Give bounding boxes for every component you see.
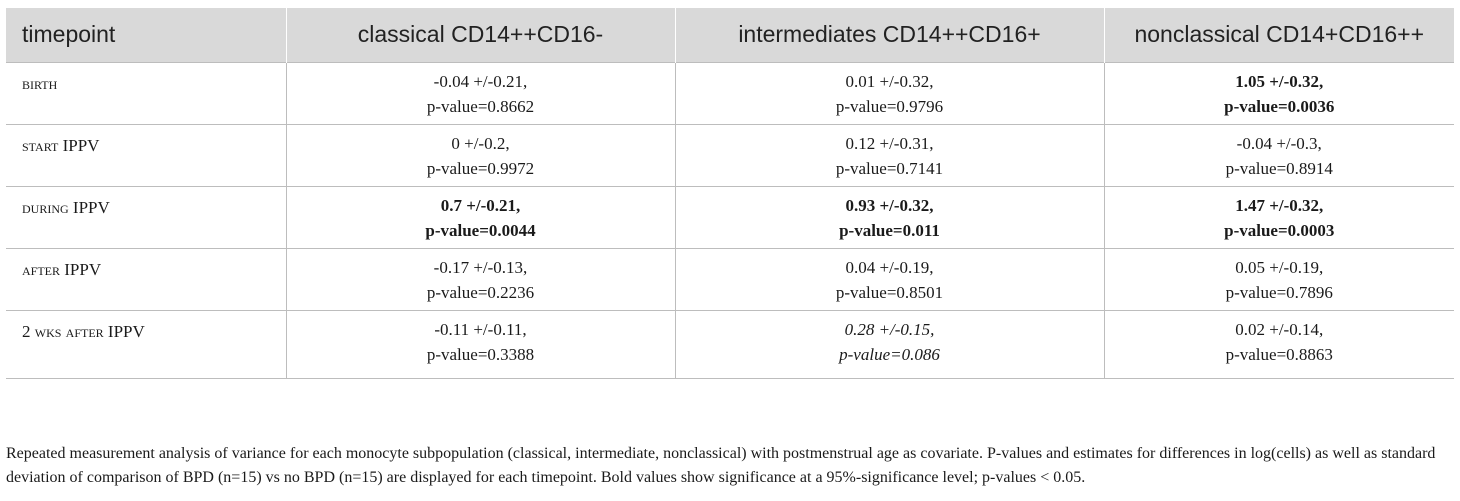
value-cell	[1104, 310, 1454, 378]
p-value-text: p-value=0.9972	[426, 158, 535, 178]
timepoint-label: birth	[22, 73, 58, 93]
timepoint-cell	[6, 62, 286, 124]
timepoint-cell	[6, 186, 286, 248]
estimate-text: 0.04 +/-0.19,	[845, 257, 934, 277]
p-value-text: p-value=0.0003	[1224, 220, 1335, 240]
timepoint-suffix: IPPV	[62, 135, 100, 155]
p-value-text: p-value=0.8863	[1225, 344, 1333, 364]
value-cell	[1104, 248, 1454, 310]
table-row	[6, 186, 1454, 248]
results-table	[6, 8, 1454, 379]
value-cell	[675, 62, 1104, 124]
timepoint-label: after	[22, 259, 61, 279]
table-body	[6, 62, 1454, 378]
p-value-text: p-value=0.7141	[835, 158, 944, 178]
value-cell	[1104, 186, 1454, 248]
estimate-text: 0.93 +/-0.32,	[845, 195, 934, 215]
timepoint-label: wks after	[34, 321, 104, 341]
value-cell	[286, 248, 675, 310]
estimate-text: 0.05 +/-0.19,	[1235, 257, 1324, 277]
p-value-text: p-value=0.0036	[1224, 96, 1335, 116]
table-row	[6, 124, 1454, 186]
value-cell	[675, 124, 1104, 186]
p-value-text: p-value=0.0044	[425, 220, 536, 240]
timepoint-suffix: IPPV	[64, 259, 102, 279]
estimate-text: -0.11 +/-0.11,	[434, 319, 527, 339]
estimate-text: -0.04 +/-0.21,	[433, 71, 528, 91]
table-row	[6, 248, 1454, 310]
header-row	[6, 8, 1454, 62]
estimate-text: 0.01 +/-0.32,	[845, 71, 934, 91]
p-value-text: p-value=0.8501	[835, 282, 944, 302]
estimate-text: 1.47 +/-0.32,	[1235, 195, 1324, 215]
table-row	[6, 310, 1454, 378]
header-nonclassical: nonclassical CD14+CD16++	[1104, 8, 1454, 62]
timepoint-suffix: IPPV	[107, 321, 145, 341]
timepoint-cell	[6, 248, 286, 310]
estimate-text: 0.12 +/-0.31,	[845, 133, 934, 153]
p-value-text: p-value=0.2236	[426, 282, 535, 302]
estimate-text: 0.02 +/-0.14,	[1235, 319, 1324, 339]
p-value-text: p-value=0.3388	[426, 344, 535, 364]
header-timepoint: timepoint	[6, 8, 286, 62]
timepoint-label: start	[22, 135, 59, 155]
header-intermediates: intermediates CD14++CD16+	[675, 8, 1104, 62]
value-cell	[286, 62, 675, 124]
value-cell	[675, 310, 1104, 378]
estimate-text: 0.7 +/-0.21,	[440, 195, 521, 215]
timepoint-prefix: 2	[22, 321, 31, 341]
estimate-text: 1.05 +/-0.32,	[1235, 71, 1324, 91]
p-value-text: p-value=0.8662	[426, 96, 535, 116]
value-cell	[286, 310, 675, 378]
value-cell	[286, 186, 675, 248]
timepoint-cell	[6, 124, 286, 186]
p-value-text: p-value=0.011	[839, 220, 940, 240]
p-value-text: p-value=0.086	[839, 344, 940, 364]
table-row	[6, 62, 1454, 124]
value-cell	[675, 186, 1104, 248]
header-classical: classical CD14++CD16-	[286, 8, 675, 62]
estimate-text: -0.17 +/-0.13,	[433, 257, 528, 277]
table-header	[6, 8, 1454, 62]
value-cell	[1104, 124, 1454, 186]
value-cell	[286, 124, 675, 186]
timepoint-suffix: IPPV	[72, 197, 110, 217]
p-value-text: p-value=0.9796	[835, 96, 944, 116]
p-value-text: p-value=0.8914	[1225, 158, 1333, 178]
timepoint-label: during	[22, 197, 69, 217]
timepoint-cell	[6, 310, 286, 378]
value-cell	[675, 248, 1104, 310]
value-cell	[1104, 62, 1454, 124]
p-value-text: p-value=0.7896	[1225, 282, 1333, 302]
estimate-text: -0.04 +/-0.3,	[1236, 133, 1322, 153]
table-footnote: Repeated measurement analysis of variance for each monocyte subpopulation (classical, intermediate, nonclassical) with postmenstrual age as covariate. P-values and estimates for differences in log(cells) as well as standard deviation of comparison of BPD (n=15) vs no BPD (n=15) are displayed for each timepoint. Bold values show significance at a 95%-significance level; p-values < 0.05.	[6, 445, 1436, 486]
estimate-text: 0.28 +/-0.15,	[844, 319, 935, 339]
estimate-text: 0 +/-0.2,	[451, 133, 510, 153]
